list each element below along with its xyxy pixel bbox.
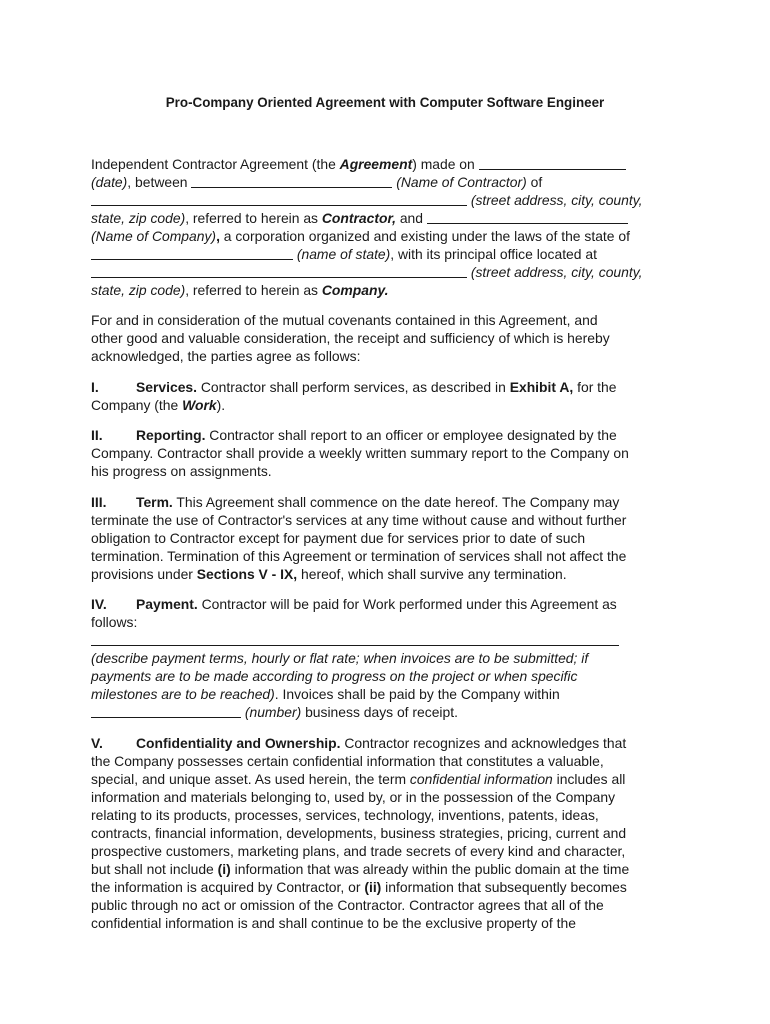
exhibit-reference: Exhibit A, bbox=[509, 378, 574, 395]
paragraph-text: Company (the bbox=[91, 396, 183, 413]
paragraph-text: relating to its products, processes, services, technology, inventions, patents, ideas, bbox=[91, 806, 599, 823]
paragraph-text: prospective customers, marketing plans, and trade secrets of every kind and character, bbox=[91, 842, 626, 859]
section-payment bbox=[91, 595, 691, 721]
section-heading: Confidentiality and Ownership. bbox=[136, 734, 341, 751]
paragraph-text: ). bbox=[216, 396, 226, 413]
paragraph-text: information that was already within the public domain at the time bbox=[230, 860, 630, 877]
section-services bbox=[91, 378, 691, 414]
section-heading: Reporting. bbox=[136, 427, 206, 443]
section-term bbox=[91, 493, 691, 583]
paragraph-text: Contractor shall report to an officer or employee designated by the bbox=[205, 427, 617, 443]
paragraph-text: public through no act or omission of the Contractor. Contractor agrees that all of the bbox=[91, 896, 604, 913]
contractor-term: Contractor, bbox=[321, 210, 396, 226]
company-name-hint: (Name of Company) bbox=[91, 228, 217, 244]
state-hint: (name of state) bbox=[296, 246, 391, 262]
paragraph-text: termination. Termination of this Agreement or termination of services shall not affect the bbox=[91, 547, 627, 564]
paragraph-text: special, and unique asset. As used herein, the term bbox=[91, 770, 410, 787]
section-number: III. bbox=[91, 493, 107, 510]
document-title: Pro-Company Oriented Agreement with Computer Software Engineer bbox=[165, 95, 605, 110]
intro-text: Independent Contractor Agreement (the bbox=[91, 156, 340, 172]
intro-text: , referred to herein as bbox=[185, 282, 322, 298]
paragraph-text: provisions under bbox=[91, 565, 197, 582]
confidential-information-term: confidential information bbox=[409, 770, 553, 787]
paragraph-text: terminate the use of Contractor's services at any time without cause and without further bbox=[91, 511, 627, 528]
section-heading: Payment. bbox=[136, 596, 198, 612]
date-blank[interactable] bbox=[479, 157, 626, 170]
item-marker: (i) bbox=[217, 860, 231, 877]
intro-text: ) made on bbox=[412, 156, 479, 172]
payment-hint: payments are to be made according to progress on the project or when specific bbox=[91, 668, 578, 684]
paragraph-text: Company. Contractor shall provide a weekly written summary report to the Company on bbox=[91, 445, 629, 461]
intro-text: and bbox=[395, 210, 427, 226]
item-marker: (ii) bbox=[364, 878, 382, 895]
consideration-paragraph bbox=[91, 311, 691, 365]
agreement-term: Agreement bbox=[339, 156, 413, 172]
contractor-name-hint: (Name of Contractor) bbox=[396, 174, 527, 190]
paragraph-text: acknowledged, the parties agree as follows: bbox=[91, 348, 361, 364]
paragraph-text: . Invoices shall be paid by the Company within bbox=[274, 686, 560, 702]
section-number: V. bbox=[91, 734, 103, 751]
intro-text: a corporation organized and existing under the laws of the state of bbox=[219, 228, 630, 244]
paragraph-text: includes all bbox=[552, 770, 626, 787]
intro-text: , referred to herein as bbox=[185, 210, 322, 226]
paragraph-text: information and materials belonging to, used by, or in the possession of the Company bbox=[91, 788, 616, 805]
paragraph-text: hereof, which shall survive any termination. bbox=[297, 565, 567, 582]
paragraph-text: information that subsequently becomes bbox=[381, 878, 627, 895]
work-term: Work bbox=[182, 396, 217, 413]
section-number: I. bbox=[91, 378, 99, 395]
section-confidentiality bbox=[91, 734, 691, 932]
section-reporting bbox=[91, 426, 691, 480]
days-number-blank[interactable] bbox=[91, 705, 241, 718]
contractor-name-blank[interactable] bbox=[191, 175, 392, 188]
section-heading: Term. bbox=[136, 493, 173, 510]
company-name-blank[interactable] bbox=[427, 211, 628, 224]
date-hint: (date) bbox=[91, 174, 128, 190]
paragraph-text: the information is acquired by Contractor, or bbox=[91, 878, 365, 895]
document-body bbox=[91, 155, 691, 944]
paragraph-text: follows: bbox=[91, 614, 138, 630]
section-number: IV. bbox=[91, 596, 107, 612]
contractor-address-blank[interactable] bbox=[91, 193, 467, 206]
paragraph-text: his progress on assignments. bbox=[91, 463, 272, 479]
intro-text: , bbox=[216, 228, 220, 244]
paragraph-text: business days of receipt. bbox=[301, 704, 458, 720]
section-heading: Services. bbox=[136, 378, 198, 395]
paragraph-text: confidential information is and shall continue to be the exclusive property of the bbox=[91, 914, 576, 931]
paragraph-text: Contractor recognizes and acknowledges that bbox=[340, 734, 627, 751]
paragraph-text: other good and valuable consideration, the receipt and sufficiency of which is hereby bbox=[91, 330, 610, 346]
intro-paragraph bbox=[91, 155, 691, 299]
address-hint: state, zip code) bbox=[91, 282, 186, 298]
paragraph-text: For and in consideration of the mutual covenants contained in this Agreement, and bbox=[91, 312, 598, 328]
company-address-blank[interactable] bbox=[91, 265, 467, 278]
payment-hint: (describe payment terms, hourly or flat rate; when invoices are to be submitted; if bbox=[91, 650, 589, 666]
paragraph-text: Contractor shall perform services, as described in bbox=[197, 378, 510, 395]
intro-text: , with its principal office located at bbox=[390, 246, 597, 262]
address-hint: state, zip code) bbox=[91, 210, 186, 226]
paragraph-text: This Agreement shall commence on the date hereof. The Company may bbox=[172, 493, 620, 510]
company-term: Company. bbox=[321, 282, 389, 298]
paragraph-text: the Company possesses certain confidential information that constitutes a valuable, bbox=[91, 752, 604, 769]
payment-terms-blank[interactable] bbox=[91, 633, 619, 646]
paragraph-text: contracts, financial information, developments, business strategies, pricing, current and bbox=[91, 824, 627, 841]
paragraph-text: Contractor will be paid for Work performed under this Agreement as bbox=[197, 596, 617, 612]
payment-hint: milestones are to be reached) bbox=[91, 686, 275, 702]
paragraph-text: obligation to Contractor except for payment due for services prior to date of such bbox=[91, 529, 586, 546]
paragraph-text: for the bbox=[573, 378, 617, 395]
intro-text: of bbox=[526, 174, 543, 190]
section-number: II. bbox=[91, 427, 103, 443]
state-blank[interactable] bbox=[91, 247, 293, 260]
address-hint: (street address, city, county, bbox=[470, 192, 643, 208]
sections-reference: Sections V - IX, bbox=[196, 565, 298, 582]
paragraph-text: but shall not include bbox=[91, 860, 218, 877]
address-hint: (street address, city, county, bbox=[470, 264, 643, 280]
number-hint: (number) bbox=[244, 704, 302, 720]
intro-text: , between bbox=[127, 174, 192, 190]
